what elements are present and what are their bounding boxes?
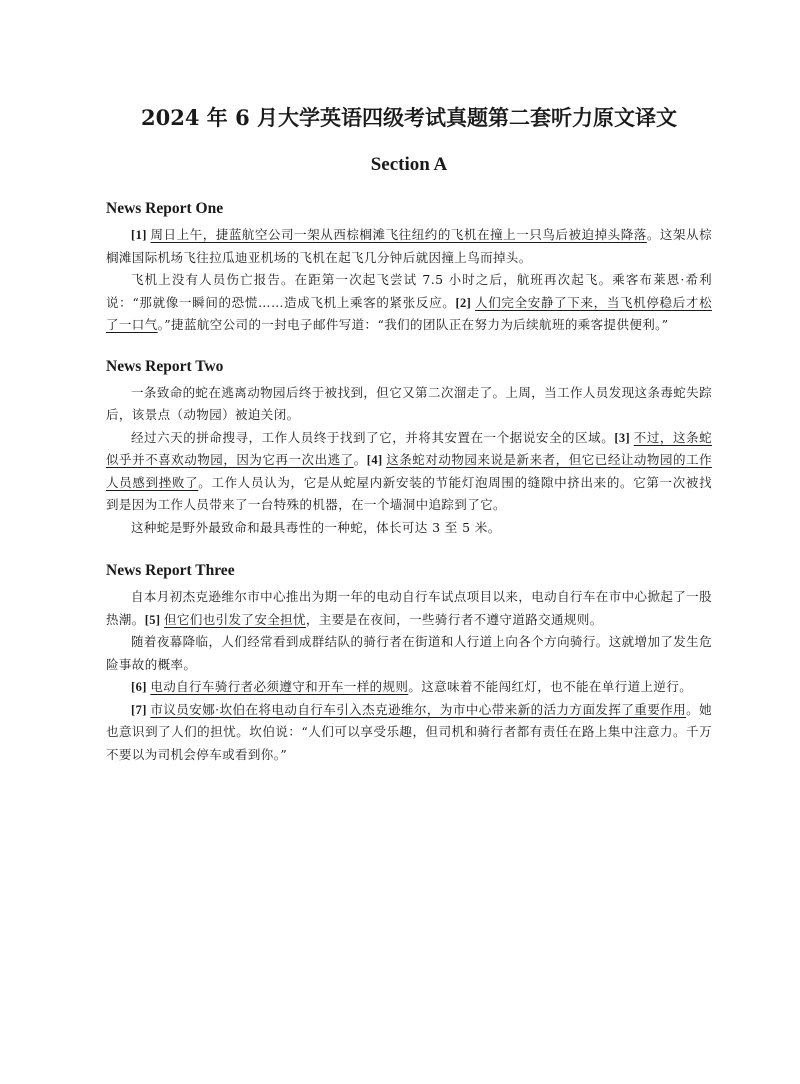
text-run: 。 (353, 452, 367, 467)
answer-underline: 这条蛇对动物园来说是新来者，但它已经让动物园的工作人员感到挫败了 (106, 452, 712, 490)
text-run: 飞机上没有人员伤亡报告。在距第一次起飞尝试 7.5 小时之后，航班再次起飞。乘客布莱恩·希利说：“那就像一瞬间的恐慌……造成飞机上乘客的紧张反应。 (106, 272, 712, 310)
report-paragraph (106, 631, 712, 676)
document-title: 2024 年 6 月大学英语四级考试真题第二套听力原文译文 (141, 105, 677, 130)
question-marker: [6] (131, 680, 151, 694)
question-marker: [7] (131, 702, 151, 717)
text-run: 这种蛇是野外最致命和最具毒性的一种蛇，体长可达 3 至 5 米。 (131, 519, 501, 535)
report-paragraph (106, 224, 712, 269)
text-run: 经过六天的拼命搜寻，工作人员终于找到了它，并将其安置在一个据说安全的区域。 (131, 429, 615, 445)
answer-underline: 人们完全安静了下来，当飞机停稳后才松了一口气 (106, 294, 712, 332)
news-report-three (106, 560, 712, 766)
answer-underline: 不过，这条蛇似乎并不喜欢动物园，因为它再一次出逃了 (106, 429, 712, 467)
question-marker: [4] (366, 453, 387, 467)
text-run: ，主要是在夜间，一些骑行者不遵守道路交通规则。 (305, 611, 603, 627)
report-paragraph (106, 699, 712, 767)
report-paragraph (106, 676, 712, 699)
report-heading: News Report One (106, 200, 224, 217)
text-run: 。”捷蓝航空公司的一封电子邮件写道：“我们的团队正在努力为后续航班的乘客提供便利。” (157, 317, 669, 332)
text-run: 。这意味着不能闯红灯，也不能在单行道上逆行。 (408, 679, 693, 694)
answer-underline: 但它们也引发了安全担忧 (164, 611, 306, 627)
news-report-two (106, 356, 712, 540)
question-marker: [2] (455, 295, 476, 310)
text-run: 。工作人员认为，它是从蛇屋内新安装的节能灯泡周围的缝隙中挤出来的。它第一次被找到是因为工作人员带来了一台特殊的机器，在一个墙洞中追踪到了它。 (106, 474, 712, 512)
text-run: 随着夜幕降临，人们经常看到成群结队的骑行者在街道和人行道上向各个方向骑行。这就增加了发生危险事故的概率。 (106, 634, 712, 672)
answer-underline: 市议员安娜·坎伯在将电动自行车引入杰克逊维尔，为市中心带来新的活力方面发挥了重要作用 (150, 701, 687, 717)
report-paragraph (106, 427, 712, 517)
question-marker: [3] (614, 430, 634, 445)
report-heading: News Report Two (106, 357, 224, 375)
text-run: 。她也意识到了人们的担忧。坎伯说：“人们可以享受乐趣，但司机和骑行者都有责任在路上集中注意力。千万不要以为司机会停车或看到你。” (106, 701, 712, 762)
question-marker: [5] (144, 612, 165, 627)
text-run: 一条致命的蛇在逃离动物园后终于被找到，但它又第二次溜走了。上周，当工作人员发现这条毒蛇失踪后，该景点（动物园）被迫关闭。 (106, 384, 712, 422)
report-paragraph (106, 586, 712, 631)
report-heading: News Report Three (106, 562, 235, 579)
question-marker: [1] (131, 228, 151, 242)
news-report-one (106, 198, 712, 337)
report-paragraph (106, 269, 712, 337)
text-run: 自本月初杰克逊维尔市中心推出为期一年的电动自行车试点项目以来，电动自行车在市中心掀起了一股热潮。 (106, 589, 712, 627)
report-paragraph (106, 517, 712, 540)
report-paragraph (106, 382, 712, 427)
answer-underline: 周日上午，捷蓝航空公司一架从西棕榈滩飞往纽约的飞机在撞上一只鸟后被迫掉头降落 (150, 227, 647, 242)
section-heading: Section A (370, 154, 448, 175)
text-run: 。这架从棕榈滩国际机场飞往拉瓜迪亚机场的飞机在起飞几分钟后就因撞上鸟而掉头。 (106, 227, 712, 265)
answer-underline: 电动自行车骑行者必须遵守和开车一样的规则 (150, 679, 409, 694)
